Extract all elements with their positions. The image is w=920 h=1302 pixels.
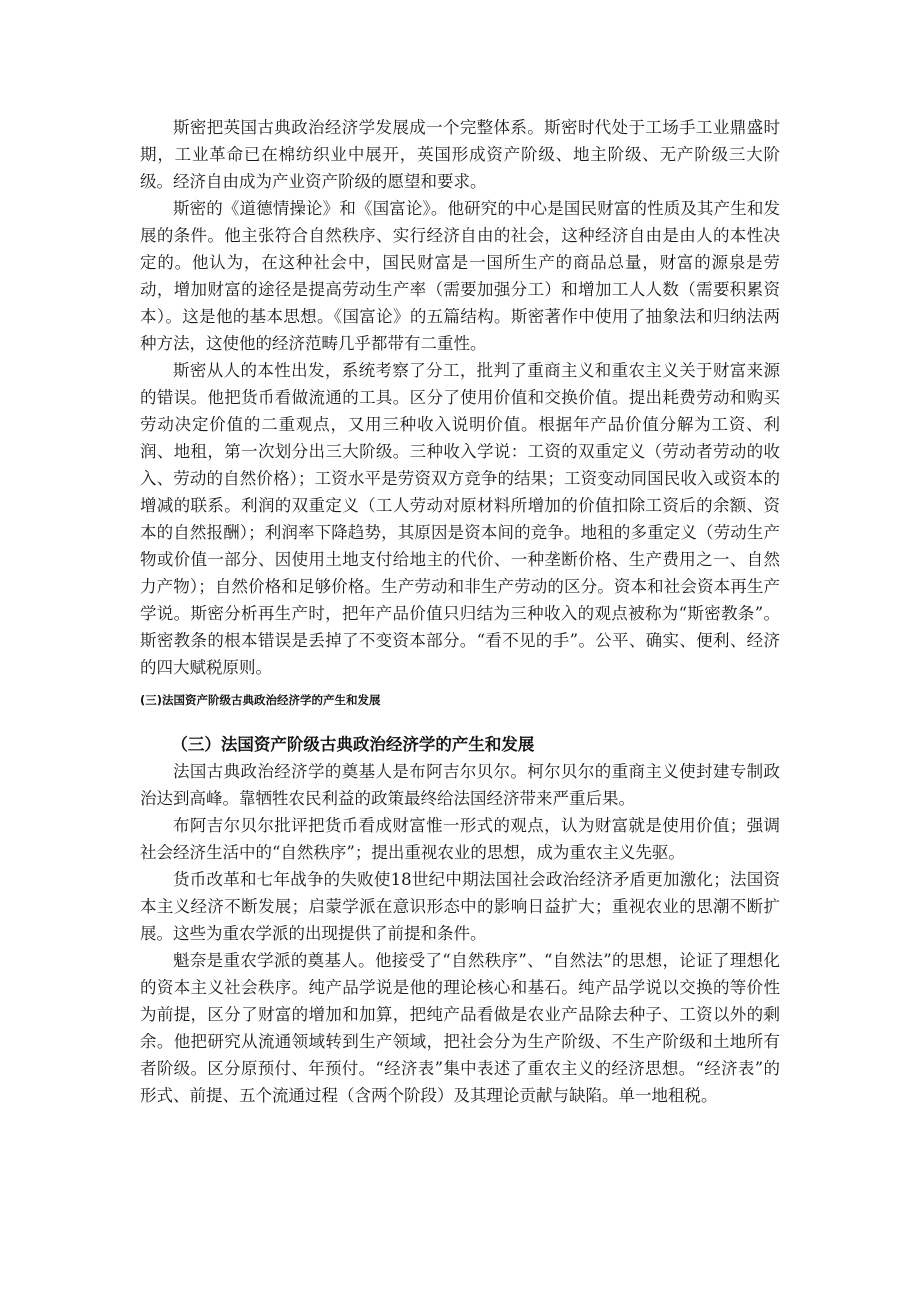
paragraph-quesnay: 魁奈是重农学派的奠基人。他接受了“自然秩序”、“自然法”的思想，论证了理想化的资本主义社会秩序。纯产品学说是他的理论核心和基石。纯产品学说以交换的等价性为前提，区分了财富的增加和加算，把纯产品看做是农业产品除去种子、工资以外的剩余。他把研究从流通领域转到生产领域，把社会分为生产阶级、不生产阶级和土地所有者阶级。区分原预付、年预付。“经济表”集中表述了重农主义的经济思想。“经济表”的形式、前提、五个流通过程（含两个阶段）及其理论贡献与缺陷。单一地租税。	[140, 951, 780, 1105]
paragraph-smith-system: 斯密把英国古典政治经济学发展成一个完整体系。斯密时代处于工场手工业鼎盛时期，工业革命已在棉纺织业中展开，英国形成资产阶级、地主阶级、无产阶级三大阶级。经济自由成为产业资产阶级的愿望和要求。	[140, 118, 780, 191]
paragraph-physiocrat-conditions: 货币改革和七年战争的失败使18世纪中期法国社会政治经济矛盾更加激化；法国资本主义经济不断发展；启蒙学派在意识形态中的影响日益扩大；重视农业的思潮不断扩展。这些为重农学派的出现提供了前提和条件。	[140, 870, 780, 943]
paragraph-smith-works: 斯密的《道德情操论》和《国富论》。他研究的中心是国民财富的性质及其产生和发展的条件。他主张符合自然秩序、实行经济自由的社会，这种经济自由是由人的本性决定的。他认为，在这种社会中，国民财富是一国所生产的商品总量，财富的源泉是劳动，增加财富的途径是提高劳动生产率（需要加强分工）和增加工人人数（需要积累资本）。这是他的基本思想。《国富论》的五篇结构。斯密著作中使用了抽象法和归纳法两种方法，这使他的经济范畴几乎都带有二重性。	[140, 199, 780, 353]
paragraph-boisguilbert-founder: 法国古典政治经济学的奠基人是布阿吉尔贝尔。柯尔贝尔的重商主义使封建专制政治达到高峰。靠牺牲农民利益的政策最终给法国经济带来严重后果。	[140, 762, 780, 808]
section-heading: （三）法国资产阶级古典政治经济学的产生和发展	[171, 735, 535, 754]
paragraph-boisguilbert-critique: 布阿吉尔贝尔批评把货币看成财富惟一形式的观点，认为财富就是使用价值；强调社会经济生活中的“自然秩序”；提出重视农业的思想，成为重农主义先驱。	[140, 816, 780, 862]
paragraph-smith-theory: 斯密从人的本性出发，系统考察了分工，批判了重商主义和重农主义关于财富来源的错误。他把货币看做流通的工具。区分了使用价值和交换价值。提出耗费劳动和购买劳动决定价值的二重观点，又用三种收入说明价值。根据年产品价值分解为工资、利润、地租，第一次划分出三大阶级。三种收入学说：工资的双重定义（劳动者劳动的收入、劳动的自然价格）；工资水平是劳资双方竞争的结果；工资变动同国民收入或资本的增减的联系。利润的双重定义（工人劳动对原材料所增加的价值扣除工资后的余额、资本的自然报酬）；利润率下降趋势，其原因是资本间的竞争。地租的多重定义（劳动生产物或价值一部分、因使用土地支付给地主的代价、一种垄断价格、生产费用之一、自然力产物）；自然价格和足够价格。生产劳动和非生产劳动的区分。资本和社会资本再生产学说。斯密分析再生产时，把年产品价值只归结为三种收入的观点被称为“斯密教条”。斯密教条的根本错误是丢掉了不变资本部分。“看不见的手”。公平、确实、便利、经济的四大赋税原则。	[140, 361, 780, 677]
document-page	[140, 114, 780, 1109]
small-section-heading: (三)法国资产阶级古典政治经济学的产生和发展	[140, 693, 381, 707]
